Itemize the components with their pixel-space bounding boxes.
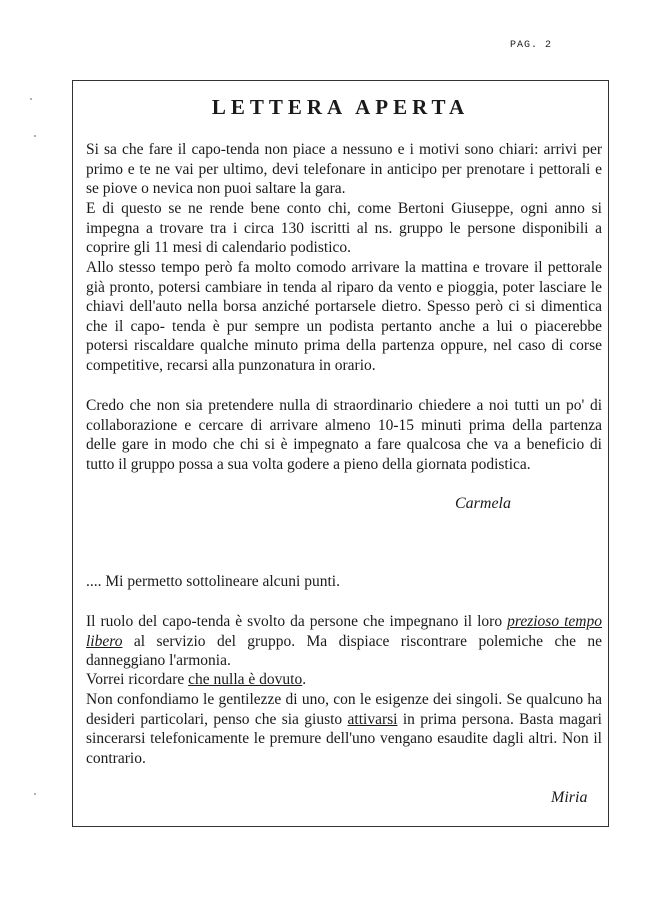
letter2-p2-text-b: . <box>302 671 307 688</box>
letter2-p1-text-a: Il ruolo del capo-tenda è svolto da persone che impegnano il loro <box>86 613 508 630</box>
scan-speck <box>34 135 36 137</box>
page-number: PAG. 2 <box>510 40 553 51</box>
letter2-paragraph-3 <box>86 690 602 768</box>
scan-speck <box>30 98 32 100</box>
signature-carmela: Carmela <box>455 495 511 512</box>
letter2-p2-text-a: Vorrei ricordare <box>86 671 189 688</box>
document-title: LETTERA APERTA <box>211 95 470 119</box>
letter2-paragraph-2 <box>86 670 602 690</box>
letter2-intro: .... Mi permetto sottolineare alcuni punti. <box>86 573 340 590</box>
letter2-p1-text-b: al servizio del gruppo. Ma dispiace riscontrare polemiche che ne danneggiano l'armonia. <box>86 632 602 669</box>
letter2-p1-emphasis: prezioso tempo libero <box>86 613 602 650</box>
letter1-paragraph-2: E di questo se ne rende bene conto chi, come Bertoni Giuseppe, ogni anno si impegna a trovare tra i circa 130 iscritti al ns. gruppo le persone disponibili a coprire gli 11 mesi di calendario podistico. <box>86 200 602 256</box>
letter2-p3-underline: attivarsi <box>347 710 398 728</box>
signature-miria: Miria <box>551 789 588 806</box>
letter2-p3-text-b: in prima persona. Basta magari sincerarsi telefonicamente le premure dell'uno vengano esaudite dagli altri. Non il contrario. <box>86 710 602 767</box>
scan-speck <box>34 793 36 795</box>
letter1-paragraph-1: Si sa che fare il capo-tenda non piace a nessuno e i motivi sono chiari: arrivi per primo e te ne vai per ultimo, devi telefonare in anticipo per prenotare i pettorali e se piove o nevica non puoi saltare la gara. <box>86 141 602 197</box>
letter1-paragraph-4: Credo che non sia pretendere nulla di straordinario chiedere a noi tutti un po' di collaborazione e cercare di arrivare almeno 10-15 minuti prima della partenza delle gare in modo che chi si è impegnato a fare qualcosa che va a beneficio di tutto il gruppo possa a sua volta godere a pieno della giornata podistica. <box>86 397 602 473</box>
letter1-paragraph-3: Allo stesso tempo però fa molto comodo arrivare la mattina e trovare il pettorale già pronto, potersi cambiare in tenda al riparo da vento e pioggia, poter lasciare le chiavi dell'auto nella borsa anziché portarsele dietro. Spesso però ci si dimentica che il capo- tenda è pur sempre un podista pertanto anche a lui o piacerebbe potersi riscaldare qualche minuto prima della partenza oppure, nel caso di corse competitive, recarsi alla punzonatura in orario. <box>86 259 602 374</box>
letter2-p2-underline: che nulla è dovuto <box>188 671 303 688</box>
letter2-paragraph-1 <box>86 612 602 671</box>
letter2-p3-text-a: Non confondiamo le gentilezze di uno, con le esigenze dei singoli. Se qualcuno ha desideri particolari, penso che sia giusto <box>86 691 602 728</box>
